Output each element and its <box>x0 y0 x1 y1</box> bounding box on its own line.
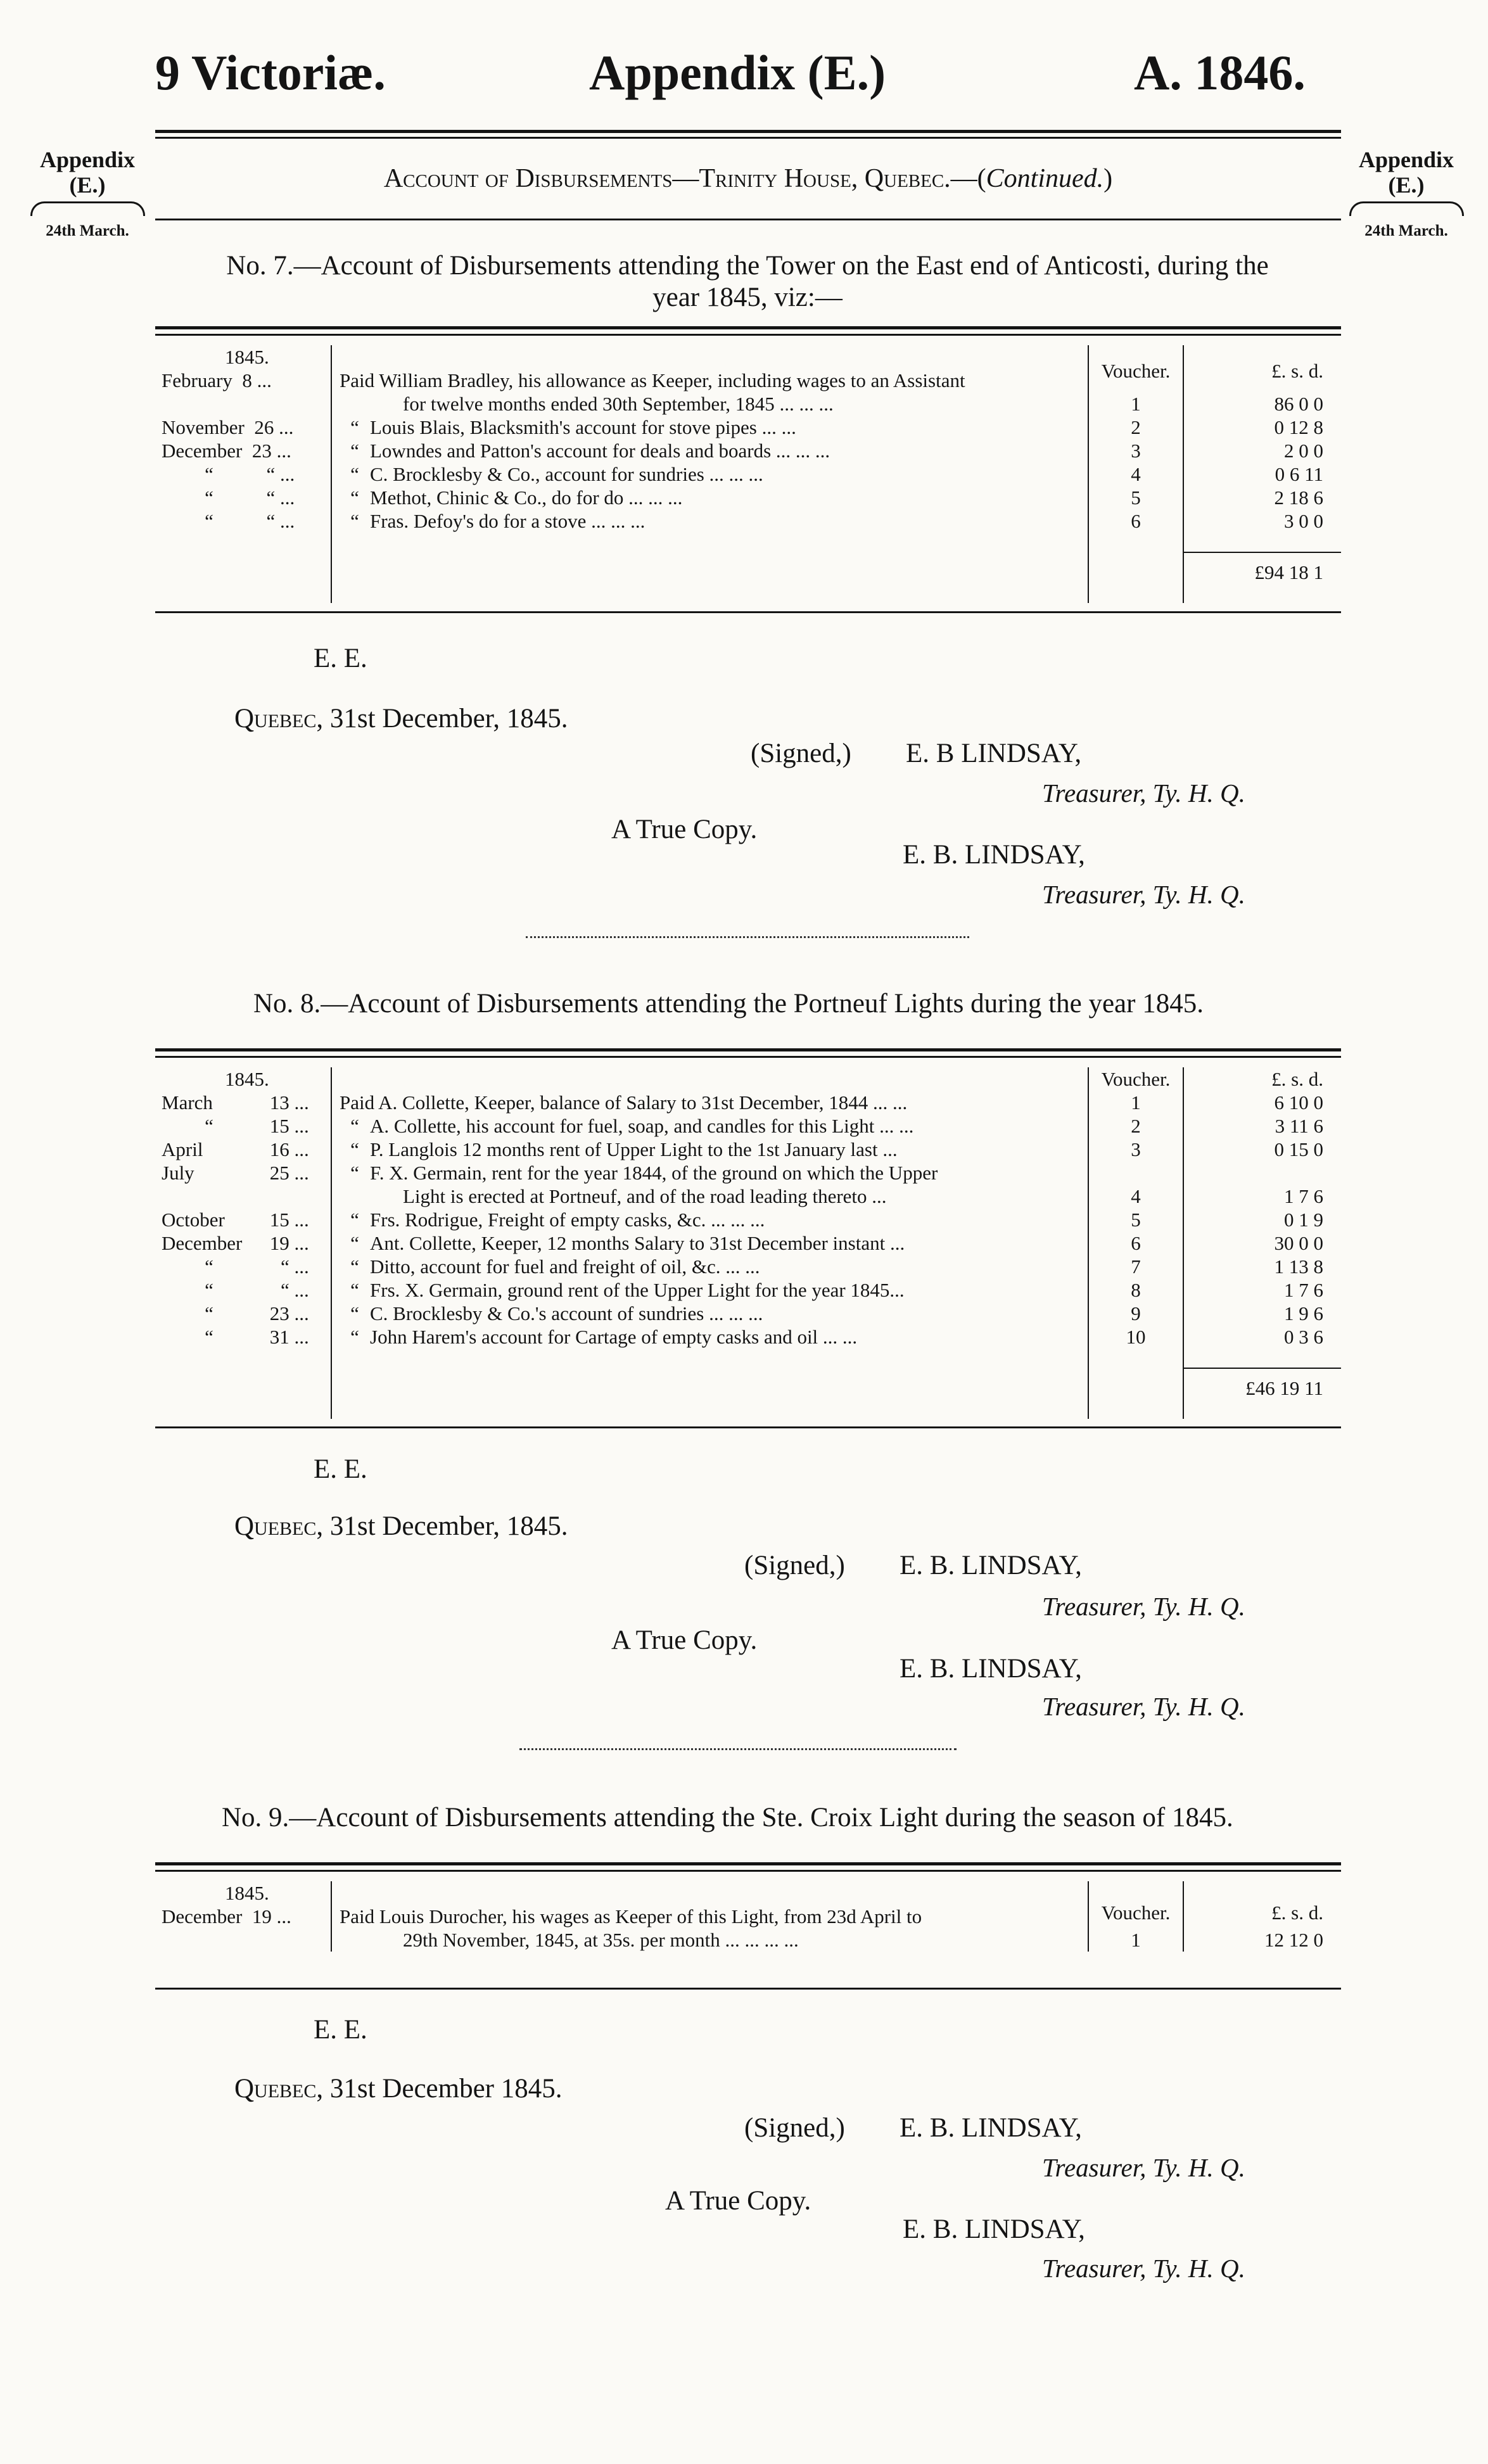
signer-name: E. B. LINDSAY, <box>900 2113 1082 2143</box>
table-row: “ “ ... “ Frs. X. Germain, ground rent of the Upper Light for the year 1845... 8 1 7 6 <box>155 1278 1341 1302</box>
voucher-cell: 2 <box>1088 1114 1183 1138</box>
brace-left <box>30 201 145 216</box>
voucher-cell: 8 <box>1088 1278 1183 1302</box>
ditto-mark: “ <box>350 1255 359 1278</box>
section-separator <box>526 936 969 938</box>
section-7-top-rule <box>155 326 1341 329</box>
header-appendix: Appendix (E.) <box>589 45 886 100</box>
ditto-mark: “ <box>350 440 359 462</box>
ditto-mark: “ <box>350 1326 359 1348</box>
voucher-cell: 10 <box>1088 1325 1183 1349</box>
table-row <box>155 552 1341 584</box>
voucher-header: Voucher. <box>1088 1881 1183 1928</box>
running-title <box>155 163 1341 194</box>
month-cell: “ <box>205 486 213 509</box>
table-row <box>155 1928 1341 1952</box>
voucher-cell: 4 <box>1088 1184 1183 1208</box>
ditto-mark: “ <box>350 1302 359 1324</box>
table-row: November 26 ... “ Louis Blais, Blacksmith's account for stove pipes ... ... 2 0 12 8 <box>155 416 1341 439</box>
voucher-cell: 3 <box>1088 1138 1183 1161</box>
voucher-cell: 5 <box>1088 486 1183 509</box>
table-row: “ 23 ... “ C. Brocklesby & Co.'s account of sundries ... ... ... 9 1 9 6 <box>155 1302 1341 1325</box>
signer-role: Treasurer, Ty. H. Q. <box>1042 1592 1245 1621</box>
ditto-mark: “ <box>350 1115 359 1137</box>
amount-cell: 0 12 8 <box>1183 416 1341 439</box>
title-rule <box>155 219 1341 220</box>
voucher-cell: 1 <box>1088 392 1183 416</box>
section-8-bottom-rule <box>155 1426 1341 1428</box>
month-cell: “ <box>205 1115 213 1137</box>
table-row: “ “ ... “ Methot, Chinic & Co., do for do ... ... ... 5 2 18 6 <box>155 486 1341 509</box>
header-year: A. 1846. <box>1134 45 1306 100</box>
total-amount: £46 19 11 <box>1183 1368 1341 1400</box>
desc-cell: John Harem's account for Cartage of empty casks and oil ... ... <box>370 1326 858 1348</box>
margin-left-date: 24th March. <box>46 222 129 239</box>
margin-left-title: Appendix <box>39 147 136 172</box>
year-cell: 1845. <box>225 1882 269 1904</box>
signer-name: E. B LINDSAY, <box>906 739 1082 768</box>
ditto-mark: “ <box>350 1209 359 1231</box>
month-cell: “ <box>205 510 213 532</box>
desc-cont-cell: 29th November, 1845, at 35s. per month ... ... ... ... <box>403 1929 799 1951</box>
day-cell: 26 <box>254 416 274 438</box>
ditto-mark: “ <box>350 1162 359 1184</box>
section-8-table <box>155 1067 1341 1419</box>
desc-cell: C. Brocklesby & Co., account for sundries ... ... ... <box>370 463 763 485</box>
month-cell: July <box>162 1162 194 1184</box>
signer-role: Treasurer, Ty. H. Q. <box>1042 778 1245 808</box>
date: 31st December, 1845. <box>329 1511 568 1541</box>
section-7-top-rule-thin <box>155 334 1341 336</box>
initials: E. E. <box>314 1454 367 1484</box>
amount-cell: 86 0 0 <box>1183 392 1341 416</box>
table-row: October 15 ... “ Frs. Rodrigue, Freight of empty casks, &c. ... ... ... 5 0 1 9 <box>155 1208 1341 1231</box>
table-row <box>155 345 1341 369</box>
table-row: “ 15 ... “ A. Collette, his account for fuel, soap, and candles for this Light ... ... 2 3 11 6 <box>155 1114 1341 1138</box>
place: Quebec, <box>234 1511 324 1541</box>
desc-cell: Lowndes and Patton's account for deals and boards ... ... ... <box>370 440 830 462</box>
voucher-header: Voucher. <box>1088 345 1183 392</box>
section-7-heading: No. 7.—Account of Disbursements attending the Tower on the East end of Anticosti, during the year 1845, viz:— <box>226 251 1269 312</box>
day-cell: 25 <box>269 1162 289 1184</box>
money-header: £. s. d. <box>1183 1881 1341 1928</box>
voucher-cell: 1 <box>1088 1091 1183 1114</box>
desc-cell: A. Collette, his account for fuel, soap, and candles for this Light ... ... <box>370 1115 914 1137</box>
running-title-close: ) <box>1103 164 1113 193</box>
desc-cell: Ditto, account for fuel and freight of oil, &c. ... ... <box>370 1255 760 1278</box>
voucher-header: Voucher. <box>1088 1067 1183 1091</box>
day-cell: 31 <box>269 1326 289 1348</box>
day-cell: 19 <box>251 1905 272 1927</box>
copy-signer-name: E. B. LINDSAY, <box>903 840 1085 870</box>
table-row: “ “ ... “ C. Brocklesby & Co., account for sundries ... ... ... 4 0 6 11 <box>155 462 1341 486</box>
margin-right-sub: (E.) <box>1388 172 1425 198</box>
place: Quebec, <box>234 704 324 733</box>
signed-label: (Signed,) <box>751 739 851 768</box>
voucher-cell: 5 <box>1088 1208 1183 1231</box>
month-cell: December <box>162 440 243 462</box>
true-copy: A True Copy. <box>611 1625 758 1655</box>
table-row: December 23 ... “ Lowndes and Patton's account for deals and boards ... ... ... 3 2 0 0 <box>155 439 1341 462</box>
money-header: £. s. d. <box>1183 1067 1341 1091</box>
signed-label: (Signed,) <box>744 2113 845 2143</box>
margin-note-left <box>11 147 163 244</box>
table-row: February 8 ... Paid William Bradley, his allowance as Keeper, including wages to an Assistant <box>155 369 1341 392</box>
table-row: December 19 ... Paid Louis Durocher, his wages as Keeper of this Light, from 23d April to <box>155 1905 1341 1928</box>
ditto-mark: “ <box>350 510 359 532</box>
copy-signer-role: Treasurer, Ty. H. Q. <box>1042 2254 1245 2283</box>
voucher-cell: 2 <box>1088 416 1183 439</box>
month-cell: December <box>162 1232 243 1254</box>
desc-cell: Ant. Collette, Keeper, 12 months Salary to 31st December instant ... <box>370 1232 905 1254</box>
month-cell: “ <box>205 1279 213 1301</box>
month-cell: March <box>162 1091 213 1114</box>
margin-right-title: Appendix <box>1358 147 1454 172</box>
amount-cell: 1 13 8 <box>1183 1255 1341 1278</box>
section-separator <box>519 1748 957 1750</box>
running-title-continued: Continued. <box>986 164 1104 193</box>
voucher-cell: 9 <box>1088 1302 1183 1325</box>
desc-cell: Methot, Chinic & Co., do for do ... ... ... <box>370 486 683 509</box>
desc-cell: F. X. Germain, rent for the year 1844, of the ground on which the Upper <box>370 1162 938 1184</box>
section-9-top-rule <box>155 1862 1341 1865</box>
voucher-cell: 4 <box>1088 462 1183 486</box>
amount-cell: 3 0 0 <box>1183 509 1341 533</box>
voucher-cell: 7 <box>1088 1255 1183 1278</box>
amount-cell: 30 0 0 <box>1183 1231 1341 1255</box>
amount-cell: 6 10 0 <box>1183 1091 1341 1114</box>
amount-cell: 0 1 9 <box>1183 1208 1341 1231</box>
copy-signer-role: Treasurer, Ty. H. Q. <box>1042 880 1245 909</box>
month-cell: April <box>162 1138 203 1160</box>
day-cell: “ <box>280 1255 289 1278</box>
day-cell: 13 <box>269 1091 289 1114</box>
section-9-bottom-rule <box>155 1988 1341 1990</box>
true-copy: A True Copy. <box>611 815 758 844</box>
voucher-cell: 6 <box>1088 509 1183 533</box>
total-amount: £94 18 1 <box>1183 552 1341 584</box>
initials: E. E. <box>314 644 367 673</box>
margin-right-date: 24th March. <box>1364 222 1448 239</box>
table-row: July 25 ... “ F. X. Germain, rent for the year 1844, of the ground on which the Upper <box>155 1161 1341 1184</box>
year-cell: 1845. <box>225 346 269 368</box>
day-cell: 15 <box>269 1115 289 1137</box>
day-cell: 8 <box>242 369 252 391</box>
place-date <box>234 2073 562 2104</box>
amount-cell: 12 12 0 <box>1183 1928 1341 1952</box>
header-rule-thin <box>155 137 1341 139</box>
section-7-bottom-rule <box>155 611 1341 613</box>
day-cell: “ <box>266 463 276 485</box>
desc-cell: C. Brocklesby & Co.'s account of sundries ... ... ... <box>370 1302 763 1324</box>
desc-cell: P. Langlois 12 months rent of Upper Light to the 1st January last ... <box>370 1138 898 1160</box>
day-cell: 16 <box>269 1138 289 1160</box>
day-cell: “ <box>280 1279 289 1301</box>
signer-role: Treasurer, Ty. H. Q. <box>1042 2153 1245 2182</box>
table-row: December 19 ... “ Ant. Collette, Keeper, 12 months Salary to 31st December instant ... 6 30 0 0 <box>155 1231 1341 1255</box>
table-row <box>155 392 1341 416</box>
copy-signer-role: Treasurer, Ty. H. Q. <box>1042 1692 1245 1721</box>
month-cell: October <box>162 1209 225 1231</box>
place: Quebec, <box>234 2074 324 2104</box>
desc-cell: Paid William Bradley, his allowance as Keeper, including wages to an Assistant <box>331 369 1088 392</box>
desc-cont-cell: Light is erected at Portneuf, and of the road leading thereto ... <box>403 1185 887 1207</box>
day-cell: 23 <box>269 1302 289 1324</box>
ditto-mark: “ <box>350 1138 359 1160</box>
amount-cell: 1 7 6 <box>1183 1184 1341 1208</box>
month-cell: “ <box>205 1326 213 1348</box>
table-row: “ “ ... “ Fras. Defoy's do for a stove ... ... ... 6 3 0 0 <box>155 509 1341 533</box>
table-row <box>155 1368 1341 1400</box>
signer-name: E. B. LINDSAY, <box>900 1551 1082 1580</box>
ditto-mark: “ <box>350 486 359 509</box>
header-session: 9 Victoriæ. <box>155 45 386 100</box>
initials: E. E. <box>314 2015 367 2045</box>
month-cell: February <box>162 369 232 391</box>
month-cell: December <box>162 1905 243 1927</box>
ditto-mark: “ <box>350 1279 359 1301</box>
voucher-cell: 3 <box>1088 439 1183 462</box>
date: 31st December, 1845. <box>329 704 568 733</box>
desc-cell: Fras. Defoy's do for a stove ... ... ... <box>370 510 645 532</box>
place-date <box>234 703 568 734</box>
day-cell: 19 <box>269 1232 289 1254</box>
table-row: “ “ ... “ Ditto, account for fuel and freight of oil, &c. ... ... 7 1 13 8 <box>155 1255 1341 1278</box>
amount-cell: 3 11 6 <box>1183 1114 1341 1138</box>
table-row: April 16 ... “ P. Langlois 12 months rent of Upper Light to the 1st January last ... 3 0 15 0 <box>155 1138 1341 1161</box>
desc-cell: Frs. X. Germain, ground rent of the Upper Light for the year 1845... <box>370 1279 905 1301</box>
copy-signer-name: E. B. LINDSAY, <box>900 1654 1082 1684</box>
ditto-mark: “ <box>350 1232 359 1254</box>
month-cell: November <box>162 416 245 438</box>
table-row <box>155 1881 1341 1905</box>
header-rule <box>155 130 1341 133</box>
month-cell: “ <box>205 463 213 485</box>
desc-cell: Paid A. Collette, Keeper, balance of Salary to 31st December, 1844 ... ... <box>331 1091 1088 1114</box>
day-cell: 23 <box>251 440 272 462</box>
section-7-table <box>155 345 1341 603</box>
voucher-cell: 6 <box>1088 1231 1183 1255</box>
running-title-main: Account of Disbursements—Trinity House, Quebec.—( <box>383 164 986 193</box>
margin-left-sub: (E.) <box>69 172 106 198</box>
amount-cell: 0 15 0 <box>1183 1138 1341 1161</box>
amount-cell: 0 3 6 <box>1183 1325 1341 1349</box>
table-row: March 13 ... Paid A. Collette, Keeper, balance of Salary to 31st December, 1844 ... ... 1 6 10 0 <box>155 1091 1341 1114</box>
true-copy: A True Copy. <box>665 2186 811 2216</box>
amount-cell: 1 7 6 <box>1183 1278 1341 1302</box>
day-cell: “ <box>266 486 276 509</box>
signed-label: (Signed,) <box>744 1551 845 1580</box>
section-8-heading: No. 8.—Account of Disbursements attending the Portneuf Lights during the year 1845. <box>253 989 1204 1019</box>
month-cell: “ <box>205 1302 213 1324</box>
margin-note-right <box>1330 147 1482 244</box>
amount-cell: 1 9 6 <box>1183 1302 1341 1325</box>
ditto-mark: “ <box>350 416 359 438</box>
month-cell: “ <box>205 1255 213 1278</box>
day-cell: 15 <box>269 1209 289 1231</box>
desc-cont-cell: for twelve months ended 30th September, 1845 ... ... ... <box>403 393 834 415</box>
desc-cell: Frs. Rodrigue, Freight of empty casks, &c. ... ... ... <box>370 1209 765 1231</box>
amount-cell: 2 18 6 <box>1183 486 1341 509</box>
amount-cell: 0 6 11 <box>1183 462 1341 486</box>
table-row <box>155 1067 1341 1091</box>
brace-right <box>1349 201 1464 216</box>
copy-signer-name: E. B. LINDSAY, <box>903 2214 1085 2244</box>
money-header: £. s. d. <box>1183 345 1341 392</box>
section-8-top-rule <box>155 1048 1341 1051</box>
date: 31st December 1845. <box>329 2074 563 2104</box>
amount-cell: 2 0 0 <box>1183 439 1341 462</box>
desc-cell: Paid Louis Durocher, his wages as Keeper of this Light, from 23d April to <box>331 1905 1088 1928</box>
section-9-heading: No. 9.—Account of Disbursements attending the Ste. Croix Light during the season of 1845. <box>222 1803 1233 1832</box>
day-cell: “ <box>266 510 276 532</box>
section-9-top-rule-thin <box>155 1870 1341 1872</box>
year-cell: 1845. <box>225 1068 269 1090</box>
section-8-top-rule-thin <box>155 1056 1341 1058</box>
ditto-mark: “ <box>350 463 359 485</box>
table-row: “ 31 ... “ John Harem's account for Cartage of empty casks and oil ... ... 10 0 3 6 <box>155 1325 1341 1349</box>
voucher-cell: 1 <box>1088 1928 1183 1952</box>
desc-cell: Louis Blais, Blacksmith's account for stove pipes ... ... <box>370 416 796 438</box>
place-date <box>234 1511 568 1542</box>
section-9-table <box>155 1881 1341 1952</box>
table-row <box>155 1184 1341 1208</box>
